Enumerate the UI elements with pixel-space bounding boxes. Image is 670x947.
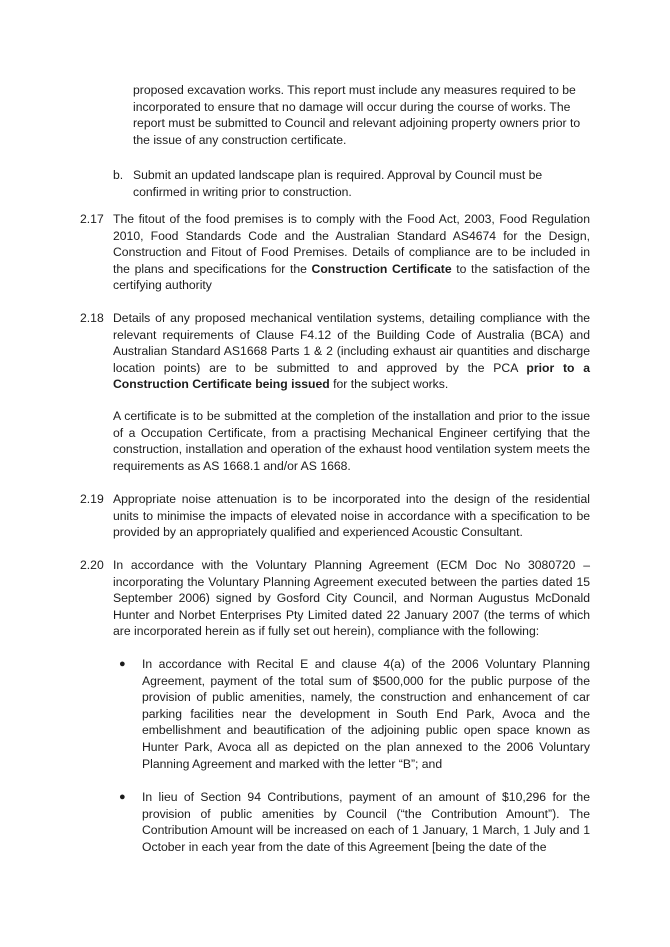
condition-2-17-text: [113, 211, 590, 294]
condition-number-2-20: 2.20: [80, 558, 104, 572]
condition-2-18-para2: A certificate is to be submitted at the completion of the installation and prior to the issue of a Occupation Certificate, from a practising Mechanical Engineer certifying that the construction, installation and operation of the exhaust hood ventilation system meets the requirements as AS 1668.1 and/or AS 1668.: [113, 409, 590, 473]
condition-2-17-bold: Construction Certificate: [311, 261, 452, 276]
item-b-text: Submit an updated landscape plan is required. Approval by Council must be confirmed in writing prior to construction.: [133, 168, 543, 199]
condition-number-2-19: 2.19: [80, 492, 104, 506]
condition-2-17-pre: The fitout of the food premises is to comply with the Food Act, 2003, Food Regulation 2010, Food Standards Code and the Australian Standard AS4674 for the Design, Construction and Fitout of Food Premises. Details of compliance are to be included in the plans and specifications for the: [113, 212, 590, 276]
condition-2-18-post: for the subject works.: [329, 377, 449, 392]
condition-2-18-text: [113, 310, 590, 393]
condition-2-19-text: Appropriate noise attenuation is to be incorporated into the design of the residential units to minimise the impacts of elevated noise in accordance with a specification to be provided by an appropriately qualified and experienced Acoustic Consultant.: [113, 492, 590, 540]
condition-2-20-text: In accordance with the Voluntary Planning Agreement (ECM Doc No 3080720 – incorporating the Voluntary Planning Agreement executed between the parties dated 15 September 2006) signed by Gosford City Council, and Norman Augustus McDonald Hunter and Norbet Enterprises Pty Limited dated 22 January 2007 (the terms of which are incorporated herein as if fully set out herein), compliance with the following:: [113, 558, 590, 639]
condition-2-18-bold: prior to a Construction Certificate being issued: [113, 360, 590, 392]
condition-2-17-post: to the satisfaction of the certifying authority: [113, 261, 590, 293]
condition-number-2-17: 2.17: [80, 212, 104, 226]
item-b-label: b.: [113, 168, 124, 182]
carryover-paragraph: proposed excavation works. This report must include any measures required to be incorporated to ensure that no damage will occur during the course of works. The report must be submitted to Council and relevant adjoining property owners prior to the issue of any construction certificate.: [133, 83, 581, 147]
condition-number-2-18: 2.18: [80, 311, 104, 325]
bullet-item: In lieu of Section 94 Contributions, payment of an amount of $10,296 for the provision of public amenities by Council (“the Contribution Amount”). The Contribution Amount will be increased on each of 1 January, 1 March, 1 July and 1 October in each year from the date of this Agreement [being the date of the: [142, 790, 590, 854]
bullet-item: In accordance with Recital E and clause 4(a) of the 2006 Voluntary Planning Agreement, payment of the total sum of $500,000 for the public purpose of the provision of public amenities, namely, the construction and enhancement of car parking facilities near the development in South End Park, Avoca and the embellishment and beautification of the adjoining public open space known as Hunter Park, Avoca all as depicted on the plan annexed to the 2006 Voluntary Planning Agreement and marked with the letter “B”; and: [142, 657, 590, 771]
bullet-marker: ●: [119, 658, 126, 670]
condition-2-18-pre: Details of any proposed mechanical ventilation systems, detailing compliance with the relevant requirements of Clause F4.12 of the Building Code of Australia (BCA) and Australian Standard AS1668 Parts 1 & 2 (including exhaust air quantities and discharge location points) are to be submitted to and approved by the PCA: [113, 311, 590, 375]
bullet-marker: ●: [119, 791, 126, 803]
